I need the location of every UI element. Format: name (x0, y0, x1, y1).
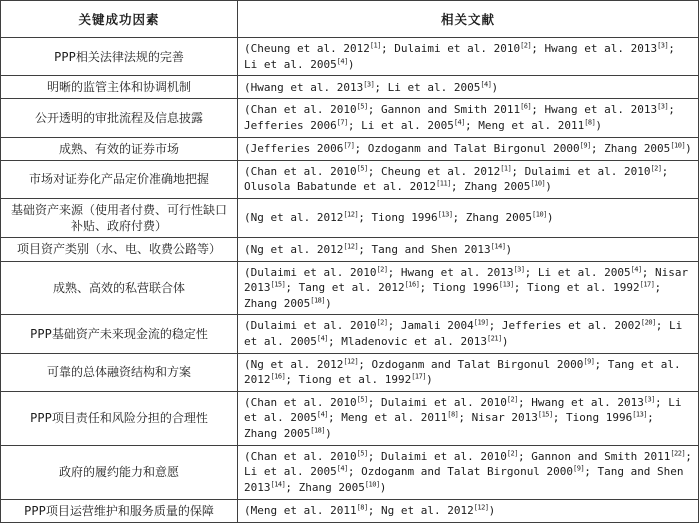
factor-cell: 市场对证券化产品定价准确地把握 (1, 160, 238, 198)
citation-superscript: [2] (650, 164, 662, 173)
citation-ref: Jefferies 2006 (250, 141, 344, 155)
references-cell: (Hwang et al. 2013[3]; Li et al. 2005[4]) (238, 76, 699, 99)
citation-ref: Nisar 2013 (244, 265, 689, 295)
citation-ref: Jefferies 2006 (244, 119, 337, 133)
factor-cell: 明晰的监管主体和协调机制 (1, 76, 238, 99)
citation-ref: Chan et al. 2010 (250, 164, 357, 178)
citation-ref: Zhang 2005 (464, 180, 531, 194)
citation-superscript: [4] (336, 56, 348, 65)
references-cell: (Ng et al. 2012[12]; Ozdoganm and Talat Birgonul 2000[9]; Tang et al. 2012[16]; Tiong et al. 1992[17]) (238, 353, 699, 391)
table-row (1, 137, 699, 160)
citation-superscript: [14] (270, 480, 286, 489)
citation-superscript: [17] (639, 280, 655, 289)
factor-cell: 公开透明的审批流程及信息披露 (1, 99, 238, 137)
citation-ref: Li et al. 2005 (361, 119, 454, 133)
citation-superscript: [4] (480, 79, 492, 88)
table-row (1, 238, 699, 261)
citation-superscript: [3] (657, 102, 669, 111)
citation-superscript: [2] (520, 41, 532, 50)
citation-ref: Hwang et al. 2013 (544, 103, 658, 117)
citation-ref: Ng et al. 2012 (250, 357, 344, 371)
table-row (1, 38, 699, 76)
citation-superscript: [7] (336, 118, 348, 127)
citation-superscript: [8] (447, 410, 459, 419)
citation-superscript: [9] (573, 464, 585, 473)
citation-superscript: [5] (356, 395, 368, 404)
citation-superscript: [2] (376, 318, 388, 327)
citation-superscript: [4] (316, 334, 329, 343)
citation-superscript: [5] (356, 164, 368, 173)
citation-ref: Hwang et al. 2013 (250, 80, 364, 94)
citation-superscript: [15] (270, 280, 286, 289)
citation-superscript: [10] (532, 210, 547, 219)
table-row (1, 199, 699, 238)
table-body (1, 38, 699, 523)
citation-ref: Zhang 2005 (244, 296, 311, 310)
citation-superscript: [3] (363, 79, 375, 88)
citation-superscript: [9] (579, 141, 591, 150)
references-cell: (Chan et al. 2010[5]; Dulaimi et al. 2010[2]; Hwang et al. 2013[3]; Li et al. 2005[4]; Meng et al. 2011[8]; Nisar 2013[15]; Tiong 1996[13]; Zhang 2005[18]) (238, 391, 699, 445)
citation-superscript: [8] (356, 503, 368, 512)
citation-ref: Chan et al. 2010 (250, 395, 357, 409)
table-row (1, 261, 699, 315)
table-row (1, 99, 699, 137)
citation-ref: Tiong 1996 (432, 281, 499, 295)
citation-superscript: [16] (270, 372, 286, 381)
references-cell: (Chan et al. 2010[5]; Dulaimi et al. 2010[2]; Gannon and Smith 2011[22]; Li et al. 2005[4]; Ozdoganm and Talat Birgonul 2000[9]; Tang and Shen 2013[14]; Zhang 2005[10]) (238, 445, 699, 499)
citation-superscript: [1] (369, 41, 381, 50)
citation-superscript: [10] (670, 141, 686, 150)
citation-ref: Zhang 2005 (604, 141, 671, 155)
citation-superscript: [5] (356, 102, 368, 111)
references-cell: (Dulaimi et al. 2010[2]; Hwang et al. 2013[3]; Li et al. 2005[4]; Nisar 2013[15]; Tang et al. 2012[16]; Tiong 1996[13]; Tiong et al. 1992[17]; Zhang 2005[18]) (238, 261, 699, 315)
citation-ref: Dulaimi et al. 2010 (381, 449, 507, 463)
citation-superscript: [1] (500, 164, 512, 173)
citation-ref: Li et al. 2005 (244, 395, 682, 425)
citation-ref: Ng et al. 2012 (250, 242, 344, 256)
citation-ref: Tiong et al. 1992 (298, 373, 412, 387)
table-row (1, 499, 699, 522)
citation-ref: Tiong 1996 (565, 411, 633, 425)
references-cell: (Ng et al. 2012[12]; Tiong 1996[13]; Zhang 2005[10]) (238, 199, 699, 238)
factor-cell: 基础资产来源（使用者付费、可行性缺口补贴、政府付费） (1, 199, 238, 238)
citation-superscript: [21] (486, 334, 502, 343)
citation-superscript: [15] (537, 410, 553, 419)
citation-ref: Ozdoganm and Talat Birgonul 2000 (367, 141, 580, 155)
references-cell: (Cheung et al. 2012[1]; Dulaimi et al. 2010[2]; Hwang et al. 2013[3]; Li et al. 2005[4]) (238, 38, 699, 76)
table-row (1, 391, 699, 445)
citation-ref: Ng et al. 2012 (250, 211, 344, 225)
citation-superscript: [12] (343, 210, 359, 219)
citation-ref: Li et al. 2005 (537, 265, 631, 279)
column-header-factor: 关键成功因素 (1, 1, 238, 38)
citation-ref: Tang and Shen 2013 (371, 242, 491, 256)
citation-ref: Ozdoganm and Talat Birgonul 2000 (371, 357, 584, 371)
table-row (1, 76, 699, 99)
citation-superscript: [3] (657, 41, 669, 50)
citation-superscript: [4] (336, 464, 348, 473)
citation-ref: Li et al. 2005 (244, 465, 337, 479)
citation-ref: Li et al. 2005 (244, 57, 337, 71)
table-row (1, 315, 699, 353)
factor-cell: 成熟、有效的证券市场 (1, 137, 238, 160)
citation-superscript: [3] (513, 264, 525, 273)
citation-superscript: [12] (473, 503, 489, 512)
citation-ref: Olusola Babatunde et al. 2012 (244, 180, 437, 194)
citation-ref: Li et al. 2005 (387, 80, 481, 94)
citation-superscript: [18] (310, 296, 326, 305)
citation-ref: Jefferies et al. 2002 (501, 319, 641, 333)
citation-ref: Zhang 2005 (244, 427, 311, 441)
citation-superscript: [16] (404, 280, 420, 289)
citation-ref: Tiong 1996 (371, 211, 438, 225)
references-cell: (Chan et al. 2010[5]; Gannon and Smith 2011[6]; Hwang et al. 2013[3]; Jefferies 2006[7]; Li et al. 2005[4]; Meng et al. 2011[8]) (238, 99, 699, 137)
citation-superscript: [5] (356, 449, 368, 458)
citation-ref: Cheung et al. 2012 (250, 42, 370, 55)
citation-ref: Dulaimi et al. 2010 (250, 265, 377, 279)
citation-superscript: [4] (630, 264, 642, 273)
factor-cell: 可靠的总体融资结构和方案 (1, 353, 238, 391)
references-cell: (Dulaimi et al. 2010[2]; Jamali 2004[19]; Jefferies et al. 2002[20]; Li et al. 2005[4]; Mladenovic et al. 2013[21]) (238, 315, 699, 353)
citation-superscript: [7] (343, 141, 355, 150)
factor-cell: 项目资产类别（水、电、收费公路等） (1, 238, 238, 261)
citation-ref: Zhang 2005 (465, 211, 533, 225)
citation-superscript: [13] (437, 210, 453, 219)
citation-ref: Mladenovic et al. 2013 (341, 335, 487, 349)
references-cell: (Meng et al. 2011[8]; Ng et al. 2012[12]) (238, 499, 699, 522)
citation-superscript: [11] (436, 179, 451, 188)
table-row (1, 160, 699, 198)
table-row (1, 353, 699, 391)
factor-cell: 政府的履约能力和意愿 (1, 445, 238, 499)
citation-superscript: [4] (316, 410, 329, 419)
citation-ref: Tiong et al. 1992 (527, 281, 640, 295)
citation-ref: Dulaimi et al. 2010 (394, 42, 521, 55)
citation-ref: Ozdoganm and Talat Birgonul 2000 (361, 465, 574, 479)
citation-ref: Dulaimi et al. 2010 (250, 319, 377, 333)
citation-ref: Gannon and Smith 2011 (381, 103, 521, 117)
citation-superscript: [12] (343, 242, 359, 251)
citation-ref: Cheung et al. 2012 (381, 164, 501, 178)
citation-superscript: [12] (343, 356, 359, 365)
citation-superscript: [14] (490, 242, 506, 251)
citation-superscript: [13] (632, 410, 648, 419)
citation-superscript: [8] (584, 118, 596, 127)
citation-ref: Tang et al. 2012 (298, 281, 405, 295)
factor-cell: 成熟、高效的私营联合体 (1, 261, 238, 315)
citation-superscript: [22] (670, 449, 686, 458)
citation-superscript: [6] (520, 102, 532, 111)
citation-ref: Hwang et al. 2013 (531, 395, 644, 409)
factor-cell: PPP项目责任和风险分担的合理性 (1, 391, 238, 445)
factor-cell: PPP项目运营维护和服务质量的保障 (1, 499, 238, 522)
citation-ref: Meng et al. 2011 (341, 411, 448, 425)
citation-ref: Chan et al. 2010 (250, 103, 357, 117)
references-cell: (Chan et al. 2010[5]; Cheung et al. 2012[1]; Dulaimi et al. 2010[2]; Olusola Babatunde et al. 2012[11]; Zhang 2005[10]) (238, 160, 699, 198)
citation-superscript: [10] (530, 179, 546, 188)
citation-ref: Tang and Shen 2013 (244, 465, 684, 494)
citation-ref: Tang et al. 2012 (244, 357, 681, 387)
citation-ref: Dulaimi et al. 2010 (524, 164, 651, 178)
citation-ref: Gannon and Smith 2011 (531, 449, 671, 463)
citation-superscript: [3] (643, 395, 655, 404)
table-row (1, 445, 699, 499)
references-cell: (Jefferies 2006[7]; Ozdoganm and Talat Birgonul 2000[9]; Zhang 2005[10]) (238, 137, 699, 160)
citation-superscript: [4] (453, 118, 465, 127)
citation-superscript: [20] (640, 318, 656, 327)
factor-cell: PPP相关法律法规的完善 (1, 38, 238, 76)
citation-ref: Li et al. 2005 (244, 319, 683, 349)
references-cell: (Ng et al. 2012[12]; Tang and Shen 2013[14]) (238, 238, 699, 261)
citation-superscript: [2] (376, 264, 388, 273)
citation-superscript: [13] (498, 280, 514, 289)
citation-ref: Jamali 2004 (400, 319, 474, 333)
citation-ref: Meng et al. 2011 (250, 503, 357, 517)
citation-ref: Ng et al. 2012 (381, 503, 474, 517)
citation-superscript: [18] (310, 426, 326, 435)
citation-ref: Zhang 2005 (298, 480, 365, 494)
citation-ref: Nisar 2013 (471, 411, 538, 425)
column-header-literature: 相关文献 (238, 1, 699, 38)
factor-cell: PPP基础资产未来现金流的稳定性 (1, 315, 238, 353)
citation-superscript: [10] (364, 480, 380, 489)
citation-superscript: [9] (583, 356, 595, 365)
citation-ref: Chan et al. 2010 (250, 449, 357, 463)
citation-superscript: [2] (506, 449, 518, 458)
citation-ref: Meng et al. 2011 (478, 119, 585, 133)
table-header-row (1, 1, 699, 38)
citation-ref: Dulaimi et al. 2010 (381, 395, 507, 409)
citation-superscript: [19] (473, 318, 489, 327)
citation-ref: Hwang et al. 2013 (400, 265, 514, 279)
citation-superscript: [17] (411, 372, 427, 381)
citation-ref: Hwang et al. 2013 (544, 42, 658, 55)
citation-superscript: [2] (506, 395, 518, 404)
